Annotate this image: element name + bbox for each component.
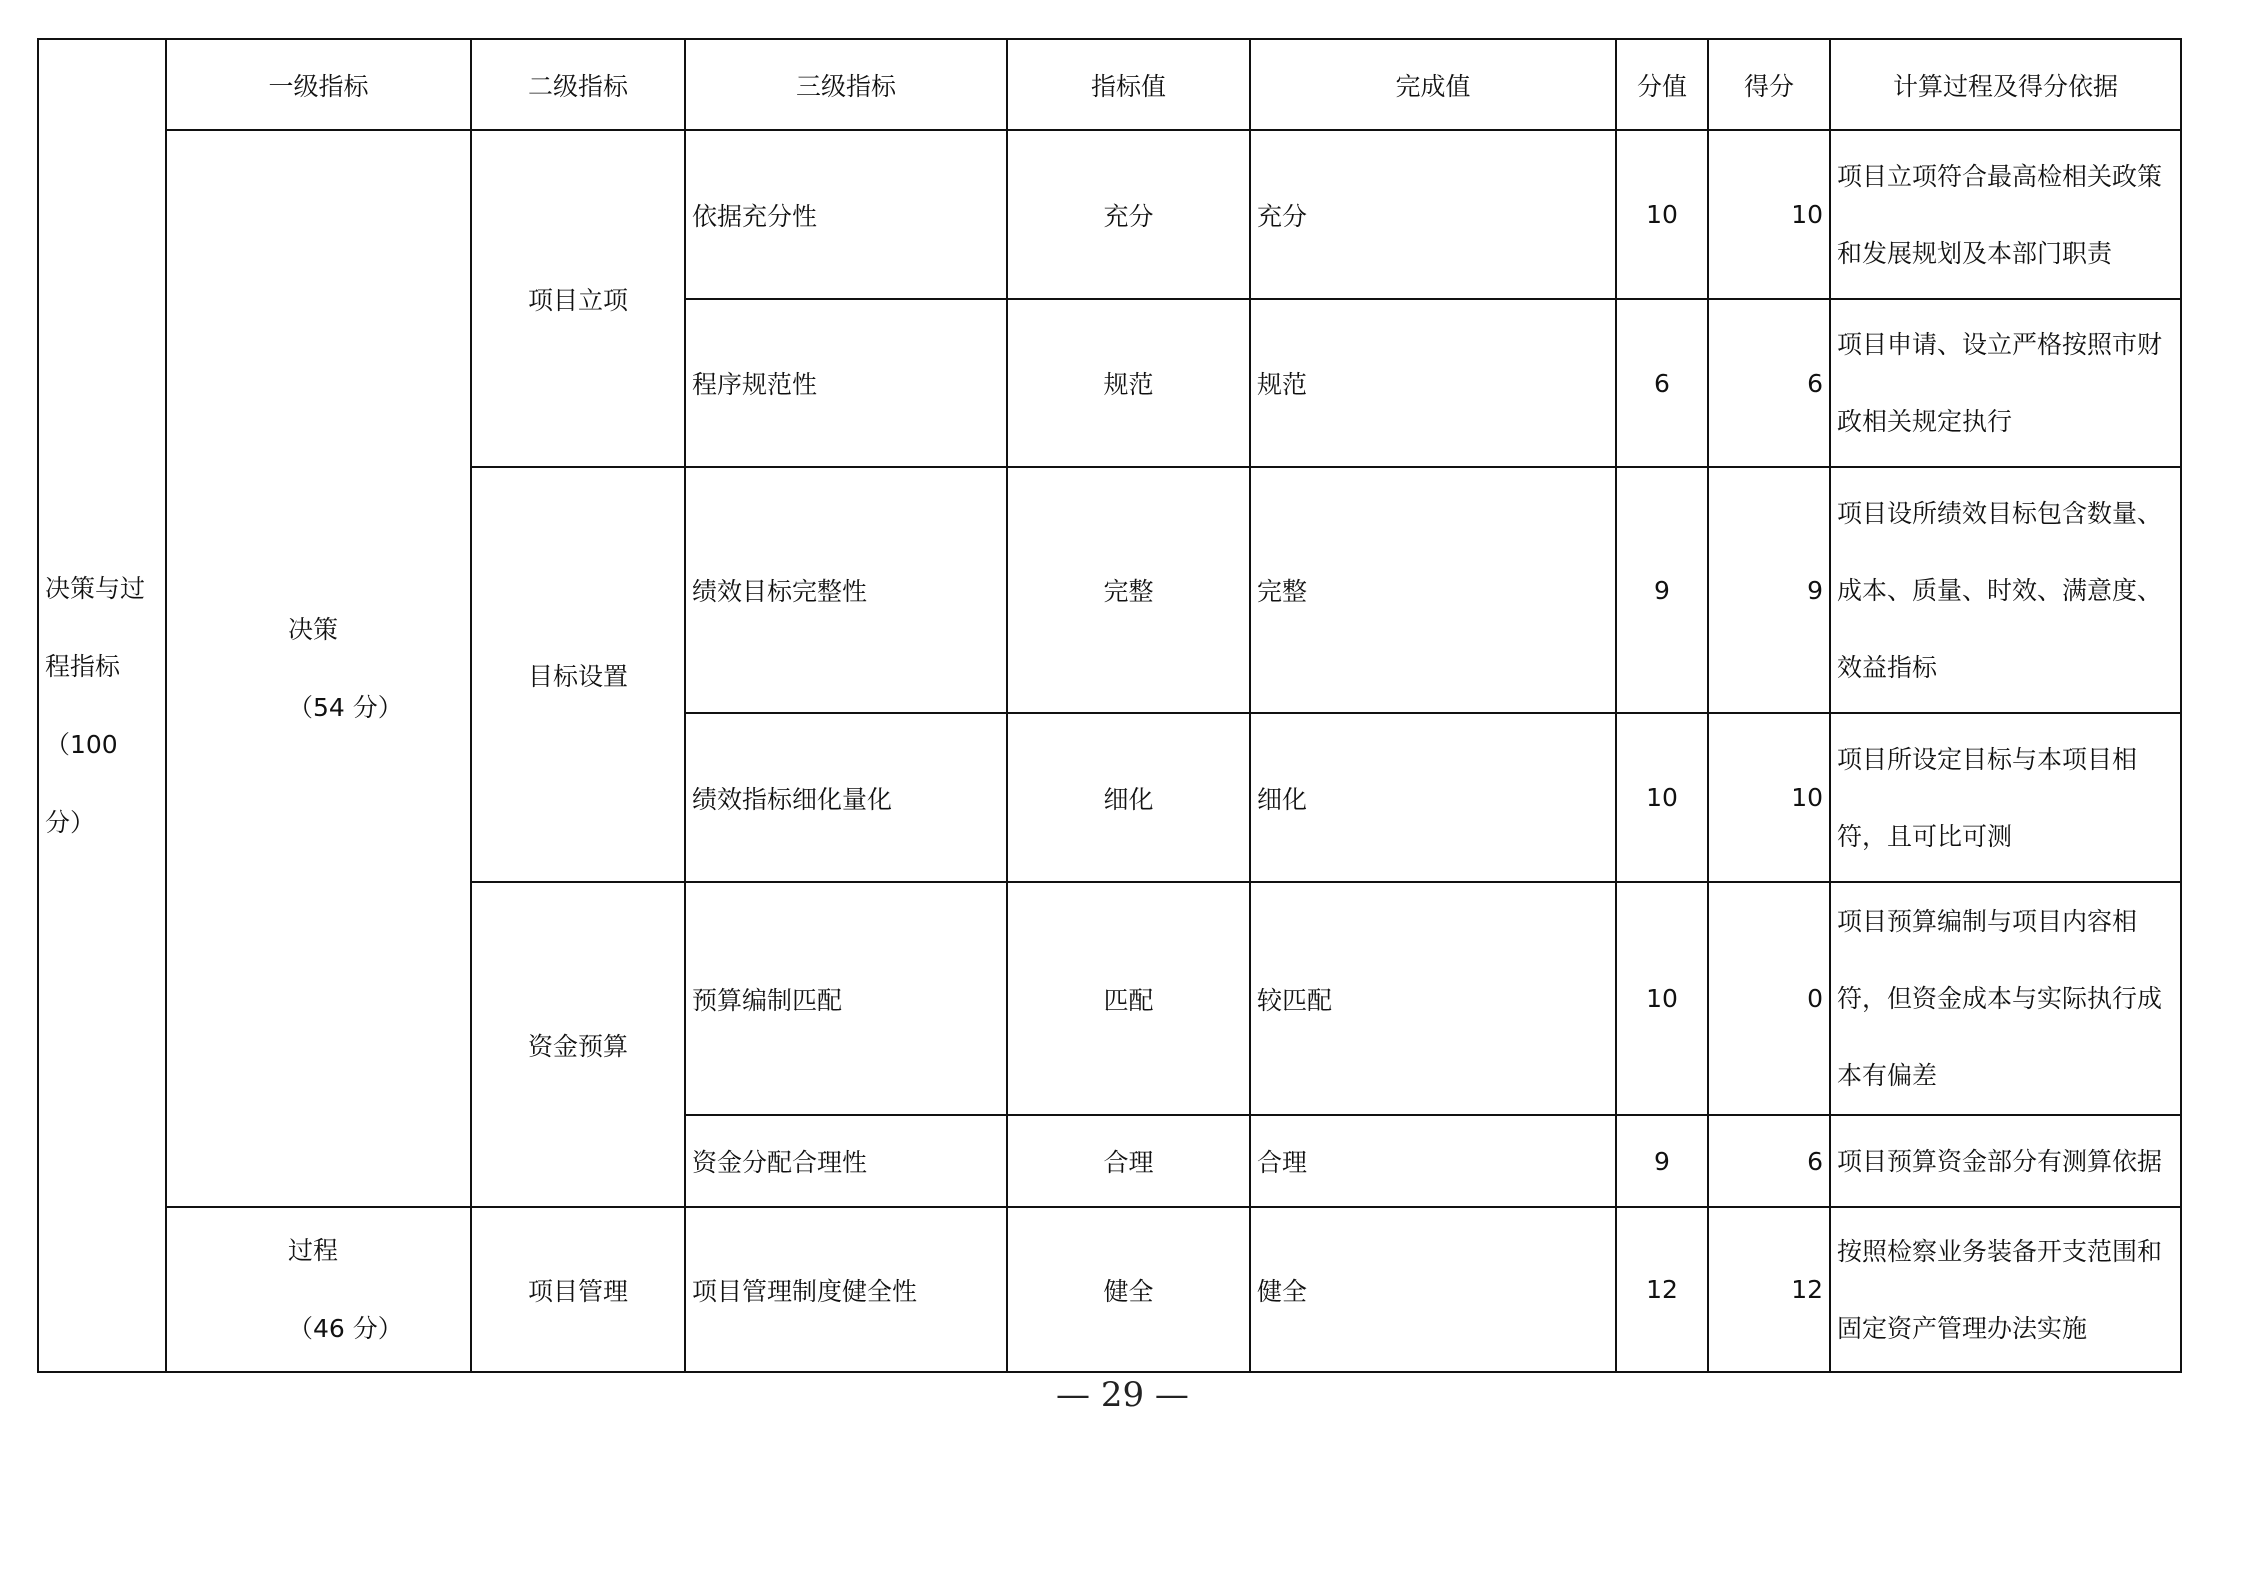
weight-cell: 9 xyxy=(1616,467,1708,713)
actual-cell: 规范 xyxy=(1250,299,1616,467)
weight-cell: 10 xyxy=(1616,882,1708,1115)
decision-label: 决策 xyxy=(288,614,339,644)
indicator-cell: 依据充分性 xyxy=(685,130,1007,299)
group-cell xyxy=(38,39,166,1372)
indicator-cell: 资金分配合理性 xyxy=(685,1115,1007,1207)
actual-cell: 充分 xyxy=(1250,130,1616,299)
header-target: 指标值 xyxy=(1007,39,1250,130)
score-cell: 10 xyxy=(1708,130,1830,299)
weight-cell: 10 xyxy=(1616,130,1708,299)
table-header-row xyxy=(38,39,2181,130)
target-cell: 匹配 xyxy=(1007,882,1250,1115)
basis-cell: 项目申请、设立严格按照市财政相关规定执行 xyxy=(1830,299,2181,467)
actual-cell: 完整 xyxy=(1250,467,1616,713)
basis-cell: 项目预算编制与项目内容相符，但资金成本与实际执行成本有偏差 xyxy=(1830,882,2181,1115)
level2-management: 项目管理 xyxy=(471,1207,685,1372)
basis-cell: 项目所设定目标与本项目相符，且可比可测 xyxy=(1830,713,2181,882)
evaluation-table xyxy=(37,38,2182,1373)
level2-goal: 目标设置 xyxy=(471,467,685,882)
target-cell: 细化 xyxy=(1007,713,1250,882)
decision-points: （54 分） xyxy=(288,692,403,722)
actual-cell: 细化 xyxy=(1250,713,1616,882)
actual-cell: 合理 xyxy=(1250,1115,1616,1207)
level2-budget: 资金预算 xyxy=(471,882,685,1207)
level1-process-cell xyxy=(166,1207,471,1372)
basis-cell: 按照检察业务装备开支范围和固定资产管理办法实施 xyxy=(1830,1207,2181,1372)
process-points: （46 分） xyxy=(288,1313,403,1343)
actual-cell: 健全 xyxy=(1250,1207,1616,1372)
weight-cell: 9 xyxy=(1616,1115,1708,1207)
indicator-cell: 项目管理制度健全性 xyxy=(685,1207,1007,1372)
header-weight: 分值 xyxy=(1616,39,1708,130)
target-cell: 合理 xyxy=(1007,1115,1250,1207)
process-label: 过程 xyxy=(288,1235,339,1265)
target-cell: 完整 xyxy=(1007,467,1250,713)
indicator-cell: 绩效目标完整性 xyxy=(685,467,1007,713)
weight-cell: 12 xyxy=(1616,1207,1708,1372)
indicator-cell: 程序规范性 xyxy=(685,299,1007,467)
group-label-line2: 程指标 xyxy=(45,651,121,681)
header-score: 得分 xyxy=(1708,39,1830,130)
header-level1: 一级指标 xyxy=(166,39,471,130)
basis-cell: 项目预算资金部分有测算依据 xyxy=(1830,1115,2181,1207)
score-cell: 0 xyxy=(1708,882,1830,1115)
group-label-line1: 决策与过 xyxy=(45,573,146,603)
header-level3: 三级指标 xyxy=(685,39,1007,130)
target-cell: 充分 xyxy=(1007,130,1250,299)
page-number: — 29 — xyxy=(1056,1375,1189,1415)
score-cell: 6 xyxy=(1708,299,1830,467)
score-cell: 12 xyxy=(1708,1207,1830,1372)
target-cell: 健全 xyxy=(1007,1207,1250,1372)
level1-decision-cell xyxy=(166,130,471,1207)
score-cell: 9 xyxy=(1708,467,1830,713)
level2-establish: 项目立项 xyxy=(471,130,685,467)
header-level2: 二级指标 xyxy=(471,39,685,130)
weight-cell: 6 xyxy=(1616,299,1708,467)
score-cell: 10 xyxy=(1708,713,1830,882)
actual-cell: 较匹配 xyxy=(1250,882,1616,1115)
indicator-cell: 预算编制匹配 xyxy=(685,882,1007,1115)
score-cell: 6 xyxy=(1708,1115,1830,1207)
basis-cell: 项目立项符合最高检相关政策和发展规划及本部门职责 xyxy=(1830,130,2181,299)
indicator-cell: 绩效指标细化量化 xyxy=(685,713,1007,882)
weight-cell: 10 xyxy=(1616,713,1708,882)
group-label-line3: （100 分） xyxy=(45,729,118,837)
header-actual: 完成值 xyxy=(1250,39,1616,130)
target-cell: 规范 xyxy=(1007,299,1250,467)
header-basis: 计算过程及得分依据 xyxy=(1830,39,2181,130)
table-row xyxy=(38,130,2181,299)
table-row xyxy=(38,1207,2181,1372)
basis-cell: 项目设所绩效目标包含数量、成本、质量、时效、满意度、效益指标 xyxy=(1830,467,2181,713)
